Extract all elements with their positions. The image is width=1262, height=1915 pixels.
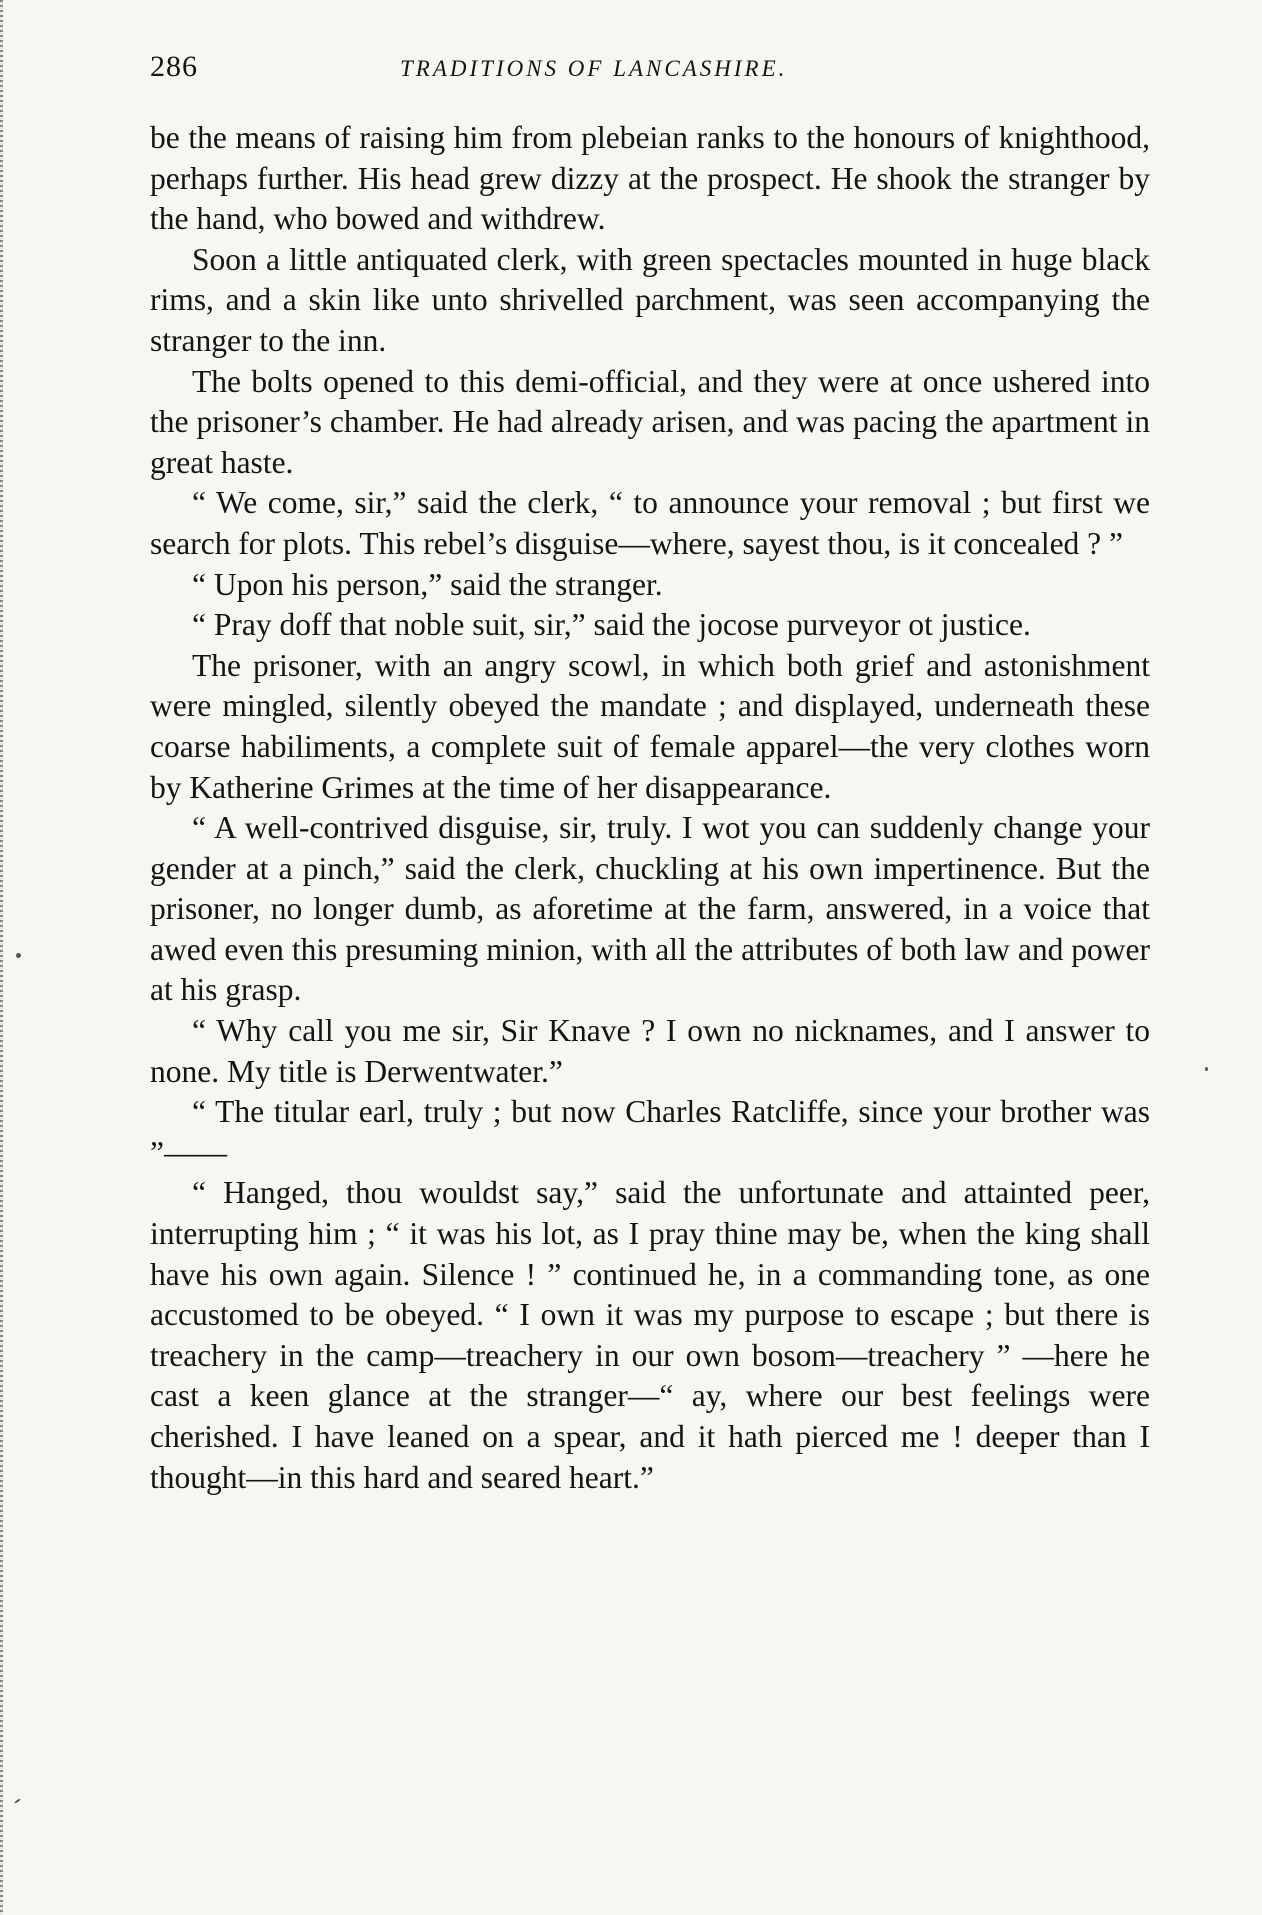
page-number: 286 — [150, 50, 198, 83]
page-header — [150, 50, 1140, 98]
paragraph: be the means of raising him from plebeian ranks to the honours of knighthood, perhaps further. His head grew dizzy at the prospect. He shook the stranger by the hand, who bowed and withdrew. — [150, 120, 1150, 237]
paragraph: “ Pray doff that noble suit, sir,” said the jocose purveyor ot justice. — [192, 607, 1031, 643]
body-text — [150, 118, 1150, 1498]
page-edge — [0, 0, 3, 1915]
paragraph: “ A well-contrived disguise, sir, truly. I wot you can suddenly change your gender at a pinch,” said the clerk, chuckling at his own impertinence. But the prisoner, no longer dumb, as aforetime at the farm, answered, in a voice that awed even this presuming minion, with all the attributes of both law and power at his grasp. — [150, 810, 1150, 1008]
paragraph: “ Upon his person,” said the stranger. — [192, 566, 663, 602]
paragraph: The prisoner, with an angry scowl, in which both grief and astonishment were mingled, silently obeyed the mandate ; and displayed, underneath these coarse habiliments, a complete suit of female apparel—the very clothes worn by Katherine Grimes at the time of her disappearance. — [150, 647, 1150, 805]
print-speck — [1205, 1067, 1208, 1071]
paragraph: The bolts opened to this demi-official, and they were at once ushered into the prisoner’s chamber. He had already arisen, and was pacing the apartment in great haste. — [150, 363, 1150, 480]
paragraph: “ We come, sir,” said the clerk, “ to announce your removal ; but first we search for plots. This rebel’s disguise—where, sayest thou, is it concealed ? ” — [150, 485, 1150, 561]
running-title: TRADITIONS OF LANCASHIRE. — [400, 56, 788, 81]
paragraph: “ Why call you me sir, Sir Knave ? I own no nicknames, and I answer to none. My title is Derwentwater.” — [150, 1013, 1150, 1089]
print-speck — [16, 953, 21, 958]
paragraph: “ Hanged, thou wouldst say,” said the unfortunate and attainted peer, interrupting him ; “ it was his lot, as I pray thine may be, when the king shall have his own again. Silence ! ” continued he, in a commanding tone, as one accustomed to be obeyed. “ I own it was my purpose to escape ; but there is treachery in the camp—treachery in our own bosom—treachery ” —here he cast a keen glance at the stranger—“ ay, where our best feelings were cherished. I have leaned on a spear, and it hath pierced me ! deeper than I thought—in this hard and seared heart.” — [150, 1175, 1150, 1495]
paragraph: Soon a little antiquated clerk, with green spectacles mounted in huge black rims, and a skin like unto shrivelled parchment, was seen accompanying the stranger to the inn. — [150, 241, 1150, 358]
print-speck — [14, 1798, 21, 1804]
paragraph: “ The titular earl, truly ; but now Charles Ratcliffe, since your brother was ”—— — [150, 1094, 1150, 1170]
